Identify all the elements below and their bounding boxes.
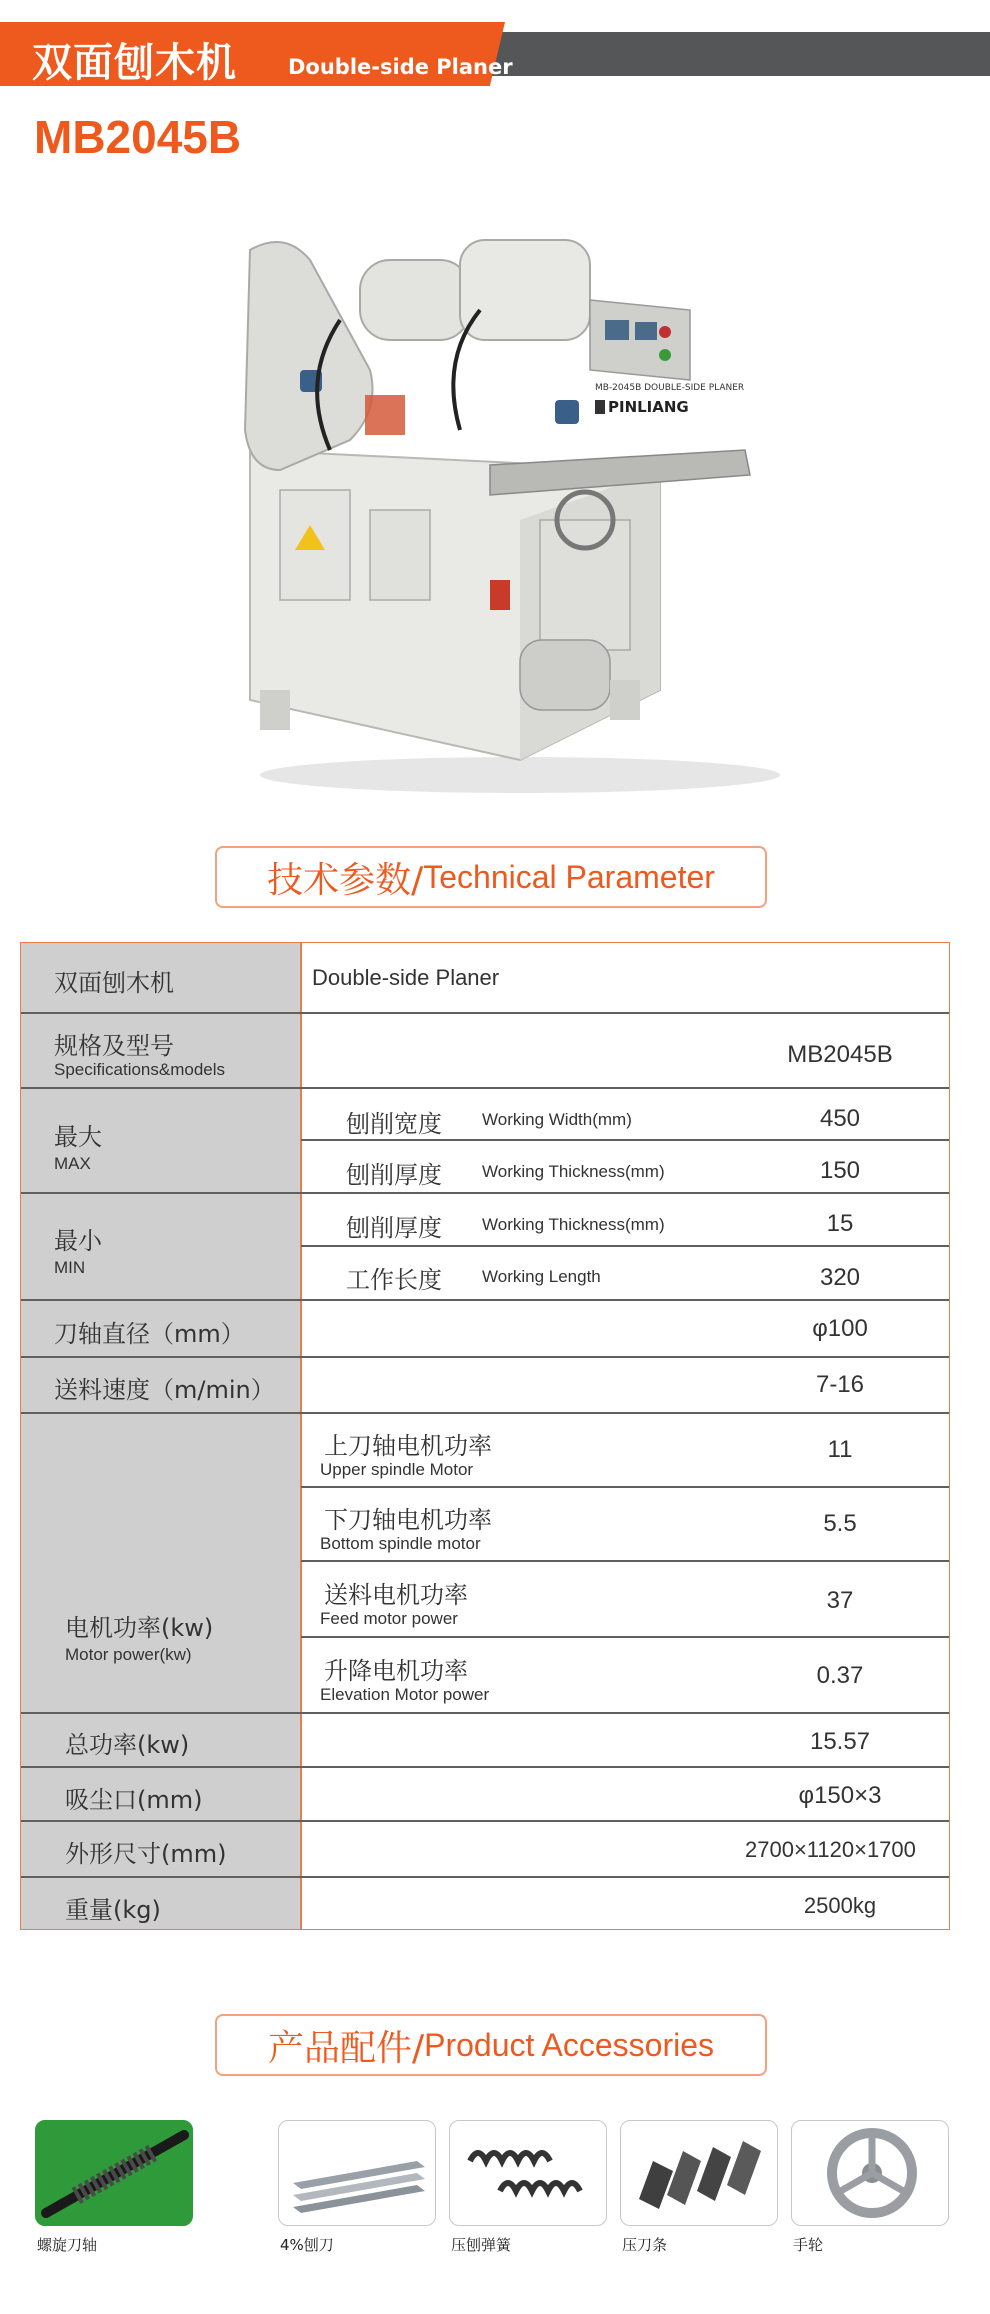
feed-speed-label: 送料速度（m/min） — [54, 1376, 275, 1404]
accessory-item — [620, 2120, 778, 2254]
feed-speed-value: 7-16 — [815, 1371, 865, 1398]
accessory-item — [791, 2120, 949, 2254]
total-power-label: 总功率(kw) — [65, 1731, 190, 1759]
feed-motor-label-en: Feed motor power — [320, 1609, 458, 1628]
overall-size-value: 2700×1120×1700 — [745, 1837, 916, 1862]
min-length-value: 320 — [819, 1264, 861, 1291]
elevation-motor-value: 0.37 — [816, 1662, 864, 1689]
overall-size-label: 外形尺寸(mm) — [65, 1840, 227, 1868]
min-label-cn: 最小 — [54, 1227, 102, 1255]
max-label-en: MAX — [54, 1154, 91, 1173]
accessory-label: 4%刨刀 — [280, 2236, 334, 2254]
min-length-label-en: Working Length — [482, 1267, 601, 1286]
product-title-cn: 双面刨木机 — [32, 40, 237, 86]
accessories-heading-en: Product Accessories — [424, 2026, 715, 2063]
accessories-heading — [215, 2014, 767, 2076]
max-width-value: 450 — [819, 1105, 861, 1132]
models-value: MB2045B — [787, 1041, 893, 1068]
dust-port-label: 吸尘口(mm) — [65, 1786, 203, 1814]
weight-label: 重量(kg) — [65, 1896, 161, 1924]
min-thickness-value: 15 — [826, 1210, 854, 1237]
cutter-diameter-label: 刀轴直径（mm） — [54, 1320, 245, 1348]
bottom-spindle-label-en: Bottom spindle motor — [320, 1534, 481, 1553]
accessory-label: 螺旋刀轴 — [37, 2236, 98, 2254]
bottom-spindle-value: 5.5 — [823, 1510, 857, 1537]
header-banner — [0, 22, 990, 86]
accessory-item — [449, 2120, 607, 2254]
models-label-cn: 规格及型号 — [54, 1032, 174, 1060]
total-power-value: 15.57 — [809, 1728, 871, 1755]
max-width-label-cn: 刨削宽度 — [346, 1110, 442, 1138]
spec-table — [20, 942, 950, 1930]
motor-power-label-cn: 电机功率(kw) — [65, 1614, 214, 1642]
tech-heading-cn: 技术参数/ — [267, 859, 424, 901]
spring-icon — [449, 2120, 607, 2226]
dust-port-value: φ150×3 — [798, 1782, 882, 1809]
feed-motor-label-cn: 送料电机功率 — [324, 1581, 468, 1609]
brand-logo-text: PINLIANG — [608, 398, 689, 416]
weight-value: 2500kg — [803, 1893, 877, 1918]
accessory-label: 压刀条 — [622, 2236, 668, 2254]
handwheel-icon — [791, 2120, 949, 2226]
max-thickness-label-cn: 刨削厚度 — [346, 1161, 442, 1189]
tech-heading-en: Technical Parameter — [423, 858, 715, 895]
upper-spindle-label-en: Upper spindle Motor — [320, 1460, 474, 1479]
min-thickness-label-en: Working Thickness(mm) — [482, 1215, 665, 1234]
product-name-value: Double-side Planer — [312, 965, 500, 990]
accessory-item — [278, 2120, 436, 2254]
upper-spindle-label-cn: 上刀轴电机功率 — [324, 1432, 492, 1460]
models-label-en: Specifications&models — [54, 1060, 226, 1079]
cutter-diameter-value: φ100 — [812, 1315, 868, 1342]
max-thickness-label-en: Working Thickness(mm) — [482, 1162, 665, 1181]
min-label-en: MIN — [54, 1258, 86, 1277]
banner-dark-stripe — [492, 32, 990, 76]
product-name-label: 双面刨木机 — [54, 969, 174, 997]
accessory-item — [35, 2120, 193, 2254]
planer-machine-image — [190, 220, 830, 800]
max-label-cn: 最大 — [54, 1123, 102, 1151]
min-length-label-cn: 工作长度 — [346, 1266, 442, 1294]
product-title-en: Double-side Planer — [288, 55, 513, 79]
bottom-spindle-label-cn: 下刀轴电机功率 — [324, 1506, 492, 1534]
planer-blade-icon — [278, 2120, 436, 2226]
elevation-motor-label-cn: 升降电机功率 — [324, 1657, 468, 1685]
min-thickness-label-cn: 刨削厚度 — [346, 1214, 442, 1242]
accessory-label: 压刨弹簧 — [451, 2236, 512, 2254]
feed-motor-value: 37 — [826, 1587, 854, 1614]
upper-spindle-value: 11 — [827, 1436, 853, 1463]
accessories-heading-cn: 产品配件/ — [267, 2027, 425, 2069]
motor-power-label-en: Motor power(kw) — [65, 1645, 192, 1664]
elevation-motor-label-en: Elevation Motor power — [320, 1685, 490, 1704]
model-plate-text: MB-2045B DOUBLE-SIDE PLANER — [595, 383, 745, 393]
max-thickness-value: 150 — [819, 1157, 861, 1184]
max-width-label-en: Working Width(mm) — [482, 1110, 632, 1129]
spiral-cutter-icon — [35, 2120, 193, 2226]
model-number: MB2045B — [34, 111, 242, 163]
tech-parameter-heading — [215, 846, 767, 908]
table-border — [20, 942, 950, 1930]
knife-bar-icon — [620, 2120, 778, 2226]
accessory-label: 手轮 — [793, 2236, 824, 2254]
